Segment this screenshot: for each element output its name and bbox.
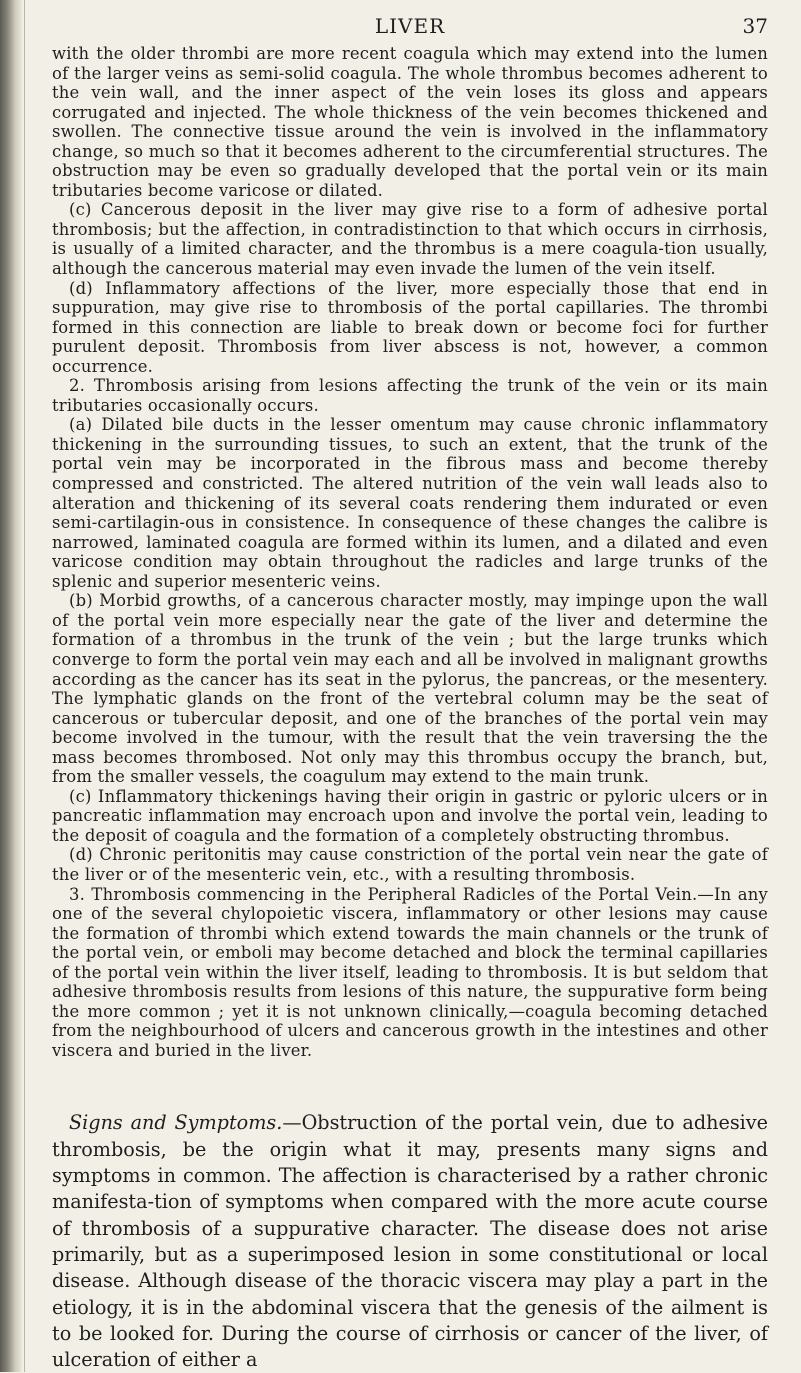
body-text-large (52, 1110, 768, 1373)
page-header (52, 0, 768, 44)
running-head: LIVER (374, 14, 446, 38)
paragraph-d-inflammatory: (d) Inflammatory affections of the liver, more especially those that end in suppuration, may give rise to thrombosis of the portal capillaries. The thrombi formed in this connection are liable to break down or become foci for further purulent deposit. Thrombosis from liver abscess is not, however, a common occurrence. (52, 278, 768, 376)
paragraph-signs-and-symptoms (52, 1110, 768, 1373)
page-number: 37 (742, 14, 768, 38)
section-body-text: —Obstruction of the portal vein, due to adhesive thrombosis, be the origin what it may, presents many signs and symptoms in common. The affection is characterised by a rather chronic manifesta-tion of symptoms when compared with the more acute course of thrombosis of a suppurative character. The disease does not arise primarily, but as a superimposed lesion in some constitutional or local disease. Although disease of the thoracic viscera may play a part in the etiology, it is in the abdominal viscera that the genesis of the ailment is to be looked for. During the course of cirrhosis or cancer of the liver, of ulceration of either a (52, 1111, 768, 1372)
paragraph-continuation: with the older thrombi are more recent coagula which may extend into the lumen of the larger veins as semi-solid coagula. The whole thrombus becomes adherent to the vein wall, and the inner aspect of the vein loses its gloss and appears corrugated and injected. The whole thickness of the vein becomes thickened and swollen. The connective tissue around the vein is involved in the inflammatory change, so much so that it becomes adherent to the circumferential structures. The obstruction may be even so gradually developed that the portal vein or its main tributaries become varicose or dilated. (52, 44, 768, 200)
gutter-line (24, 0, 25, 1372)
body-text-small (52, 44, 768, 1060)
paragraph-a-bile-ducts: (a) Dilated bile ducts in the lesser omentum may cause chronic inflammatory thickening in the surrounding tissues, to such an extent, that the trunk of the portal vein may be incorporated in the fibrous mass and become thereby compressed and constricted. The altered nutrition of the vein wall leads also to alteration and thickening of its several coats rendering them indurated or even semi-cartilagin-ous in consistence. In consequence of these changes the calibre is narrowed, laminated coagula are formed within its lumen, and a dilated and even varicose condition may obtain throughout the radicles and large trunks of the splenic and superior mesenteric veins. (52, 415, 768, 591)
book-binding-edge (0, 0, 22, 1372)
paragraph-b-morbid-growths: (b) Morbid growths, of a cancerous character mostly, may impinge upon the wall of the portal vein more especially near the gate of the liver and determine the formation of a thrombus in the trunk of the vein ; but the large trunks which converge to form the portal vein may each and all be involved in malignant growths according as the cancer has its seat in the pylorus, the pancreas, or the mesentery. The lymphatic glands on the front of the vertebral column may be the seat of cancerous or tubercular deposit, and one of the branches of the portal vein may become involved in the tumour, with the result that the vein traversing the the mass becomes thrombosed. Not only may this thrombus occupy the branch, but, from the smaller vessels, the coagulum may extend to the main trunk. (52, 591, 768, 787)
paragraph-c-inflammatory-thickenings: (c) Inflammatory thickenings having their origin in gastric or pyloric ulcers or in pancreatic inflammation may encroach upon and involve the portal vein, leading to the deposit of coagula and the formation of a completely obstructing thrombus. (52, 786, 768, 845)
paragraph-2-trunk: 2. Thrombosis arising from lesions affecting the trunk of the vein or its main tributaries occasionally occurs. (52, 376, 768, 415)
paragraph-3-peripheral-radicles: 3. Thrombosis commencing in the Peripheral Radicles of the Portal Vein.—In any one of the several chylopoietic viscera, inflammatory or other lesions may cause the formation of thrombi which extend towards the main channels or the trunk of the portal vein, or emboli may become detached and block the terminal capillaries of the portal vein within the liver itself, leading to thrombosis. It is but seldom that adhesive thrombosis results from lesions of this nature, the suppurative form being the more common ; yet it is not unknown clinically,—coagula becoming detached from the neighbourhood of ulcers and cancerous growth in the intestines and other viscera and buried in the liver. (52, 884, 768, 1060)
paragraph-d-peritonitis: (d) Chronic peritonitis may cause constriction of the portal vein near the gate of the liver or of the mesenteric vein, etc., with a resulting thrombosis. (52, 845, 768, 884)
book-page (52, 0, 768, 1373)
section-lead-heading: Signs and Symptoms. (69, 1111, 283, 1135)
section-gap (52, 1060, 768, 1110)
paragraph-c-cancerous: (c) Cancerous deposit in the liver may give rise to a form of adhesive portal thrombosis; but the affection, in contradistinction to that which occurs in cirrhosis, is usually of a limited character, and the thrombus is a mere coagula-tion usually, although the cancerous material may even invade the lumen of the vein itself. (52, 200, 768, 279)
